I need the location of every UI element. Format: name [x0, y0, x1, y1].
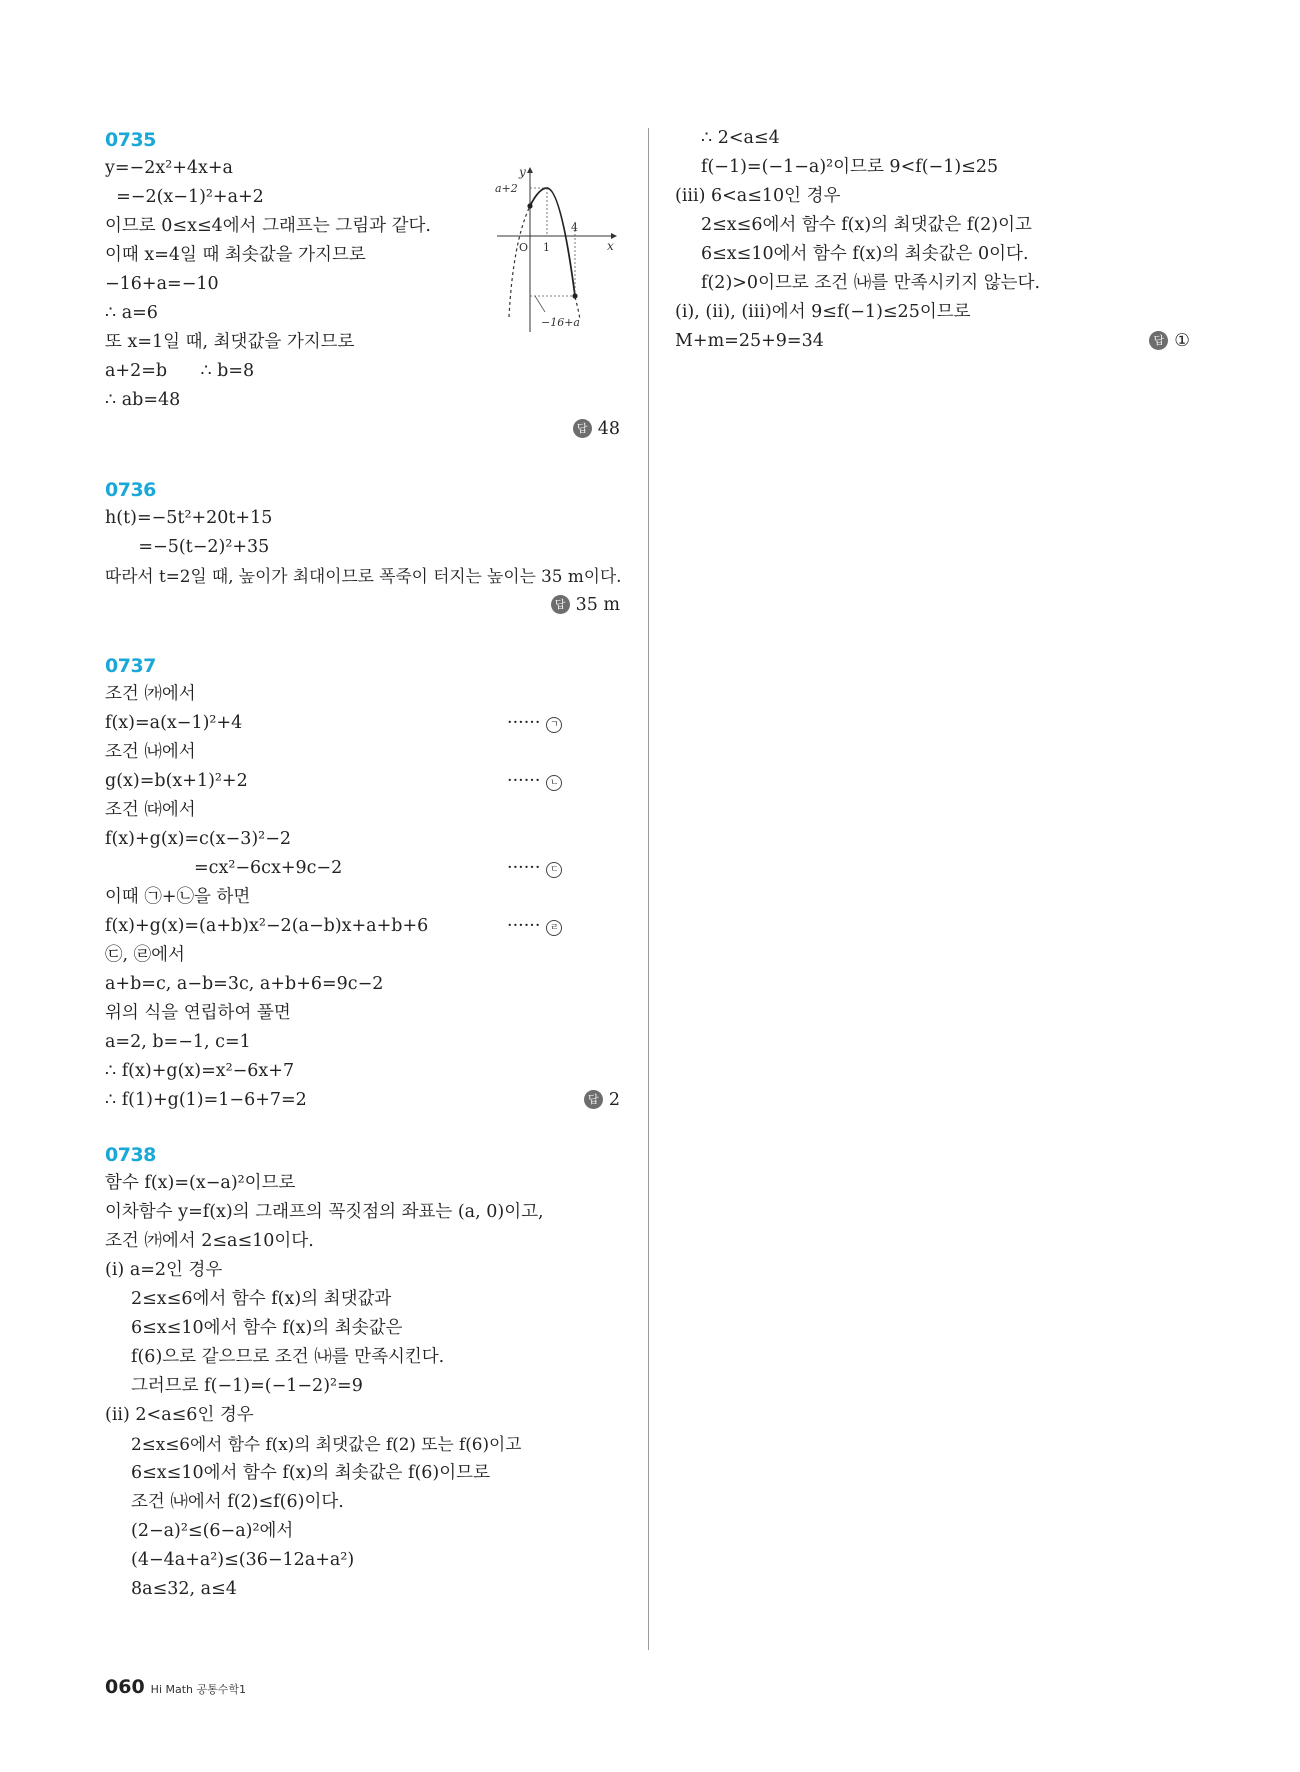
problem-0737 [105, 652, 625, 1115]
point-y-intercept [527, 203, 532, 208]
problem-number: 0735 [105, 129, 156, 151]
solution-line: 6≤x≤10에서 함수 f(x)의 최솟값은 f(6)이므로 [131, 1463, 490, 1483]
solution-line: f(x)=a(x−1)²+4 ······ ㄱ [105, 709, 625, 738]
left-column [105, 126, 625, 1604]
solution-line: g(x)=b(x+1)²+2 ······ ㄴ [105, 767, 625, 796]
solution-line: 그러므로 f(−1)=(−1−2)²=9 [131, 1376, 363, 1396]
solution-line: 위의 식을 연립하여 풀면 [105, 1003, 291, 1023]
solution-line: 6≤x≤10에서 함수 f(x)의 최솟값은 0이다. [701, 244, 1029, 264]
solution-line: f(6)으로 같으므로 조건 ㈏를 만족시킨다. [131, 1347, 445, 1367]
solution-line: ∴ ab=48 [105, 390, 181, 410]
solution-line: a+b=c, a−b=3c, a+b+6=9c−2 [105, 974, 384, 994]
solution-line: M+m=25+9=34 답 ① [675, 327, 1190, 356]
solution-line: (i), (ii), (iii)에서 9≤f(−1)≤25이므로 [675, 302, 971, 322]
solution-line: 2≤x≤6에서 함수 f(x)의 최댓값은 f(2) 또는 f(6)이고 [131, 1434, 522, 1454]
problem-number: 0736 [105, 479, 156, 501]
solution-line: =−5(t−2)²+35 [105, 537, 270, 557]
curve-solid [530, 188, 575, 296]
solution-line: (4−4a+a²)≤(36−12a+a²) [131, 1550, 355, 1570]
solution-line: ㉢, ㉣에서 [105, 945, 185, 965]
parabola-graph [495, 162, 620, 337]
answer-value: 48 [597, 419, 620, 439]
solution-line: f(x)+g(x)=(a+b)x²−2(a−b)x+a+b+6 ······ ㄹ [105, 912, 625, 941]
answer-badge-icon: 답 [551, 595, 570, 614]
solution-line: (2−a)²≤(6−a)²에서 [131, 1521, 294, 1541]
answer-value: 2 [608, 1090, 620, 1110]
answer-badge-icon: 답 [584, 1090, 603, 1109]
solution-line: (i) a=2인 경우 [105, 1260, 223, 1280]
answer-line [1149, 327, 1190, 356]
solution-line: 조건 ㈏에서 [105, 742, 196, 762]
solution-line: ∴ a=6 [105, 303, 158, 323]
solution-line: ∴ 2<a≤4 [701, 128, 780, 148]
solution-line: 조건 ㈏에서 f(2)≤f(6)이다. [131, 1492, 344, 1512]
answer-line [105, 591, 620, 620]
solution-line: =−2(x−1)²+a+2 [105, 187, 264, 207]
solution-line: 이때 ㉠+㉡을 하면 [105, 887, 251, 907]
solution-line: 조건 ㈎에서 [105, 684, 196, 704]
origin-label: O [519, 241, 529, 254]
solution-line: 2≤x≤6에서 함수 f(x)의 최댓값은 f(2)이고 [701, 215, 1032, 235]
solution-line: a=2, b=−1, c=1 [105, 1032, 251, 1052]
min-label-pointer [535, 296, 545, 312]
problem-0736 [105, 476, 625, 620]
answer-line [584, 1086, 620, 1115]
tick-4-label: 4 [571, 221, 578, 234]
solution-line: ∴ f(1)+g(1)=1−6+7=2 답 2 [105, 1086, 620, 1115]
solution-line: 조건 ㈐에서 [105, 800, 196, 820]
solution-line: f(2)>0이므로 조건 ㈏를 만족시키지 않는다. [701, 273, 1041, 293]
solution-line: 따라서 t=2일 때, 높이가 최대이므로 폭죽이 터지는 높이는 35 m이다. [105, 566, 622, 586]
answer-line [105, 415, 620, 444]
right-column [675, 124, 1195, 356]
problem-0738 [105, 1141, 625, 1604]
y-axis-arrow-icon [527, 167, 533, 173]
solution-line: 6≤x≤10에서 함수 f(x)의 최솟값은 [131, 1318, 403, 1338]
solution-line: 이때 x=4일 때 최솟값을 가지므로 [105, 245, 366, 265]
tick-1-label: 1 [543, 241, 550, 254]
solution-line: 이차함수 y=f(x)의 그래프의 꼭짓점의 좌표는 (a, 0)이고, [105, 1202, 544, 1222]
solution-line: a+2=b ∴ b=8 [105, 361, 255, 381]
solution-line: 조건 ㈎에서 2≤a≤10이다. [105, 1231, 314, 1251]
solution-line: 함수 f(x)=(x−a)²이므로 [105, 1173, 296, 1193]
circled-label: ㄹ [546, 920, 562, 936]
answer-value: ① [1174, 331, 1190, 351]
circled-label: ㄷ [546, 862, 562, 878]
solution-line: f(x)+g(x)=c(x−3)²−2 [105, 829, 291, 849]
page-number: 060 [105, 1676, 145, 1698]
solution-line: (iii) 6<a≤10인 경우 [675, 186, 841, 206]
max-value-label: a+2 [495, 182, 518, 195]
answer-badge-icon: 답 [573, 419, 592, 438]
solution-line: 이므로 0≤x≤4에서 그래프는 그림과 같다. [105, 216, 431, 236]
equation-tag: ······ ㄱ [507, 709, 562, 738]
equation-tag: ······ ㄹ [507, 912, 562, 941]
solution-line: f(−1)=(−1−a)²이므로 9<f(−1)≤25 [701, 157, 999, 177]
solution-line: −16+a=−10 [105, 274, 219, 294]
answer-badge-icon: 답 [1149, 331, 1168, 350]
solution-line: ∴ f(x)+g(x)=x²−6x+7 [105, 1061, 295, 1081]
column-divider [648, 128, 649, 1650]
solution-line: y=−2x²+4x+a [105, 158, 233, 178]
solution-line: 또 x=1일 때, 최댓값을 가지므로 [105, 332, 355, 352]
solution-line: (ii) 2<a≤6인 경우 [105, 1405, 254, 1425]
solution-line: =cx²−6cx+9c−2 ······ ㄷ [105, 854, 625, 883]
solution-line: 2≤x≤6에서 함수 f(x)의 최댓값과 [131, 1289, 392, 1309]
point-minimum [572, 293, 577, 298]
min-value-label: −16+a [541, 316, 580, 329]
solution-line: 8a≤32, a≤4 [131, 1579, 237, 1599]
solution-line: h(t)=−5t²+20t+15 [105, 508, 273, 528]
circled-label: ㄱ [546, 717, 562, 733]
x-axis-label: x [607, 239, 614, 253]
page-footer [105, 1676, 246, 1698]
answer-value: 35 m [575, 595, 620, 615]
circled-label: ㄴ [546, 775, 562, 791]
problem-number: 0737 [105, 655, 156, 677]
problem-number: 0738 [105, 1144, 156, 1166]
curve-dashed-left [509, 206, 530, 317]
equation-tag: ······ ㄷ [507, 854, 562, 883]
book-title: Hi Math 공통수학1 [150, 1683, 247, 1696]
equation-tag: ······ ㄴ [507, 767, 562, 796]
y-axis-label: y [519, 165, 526, 179]
